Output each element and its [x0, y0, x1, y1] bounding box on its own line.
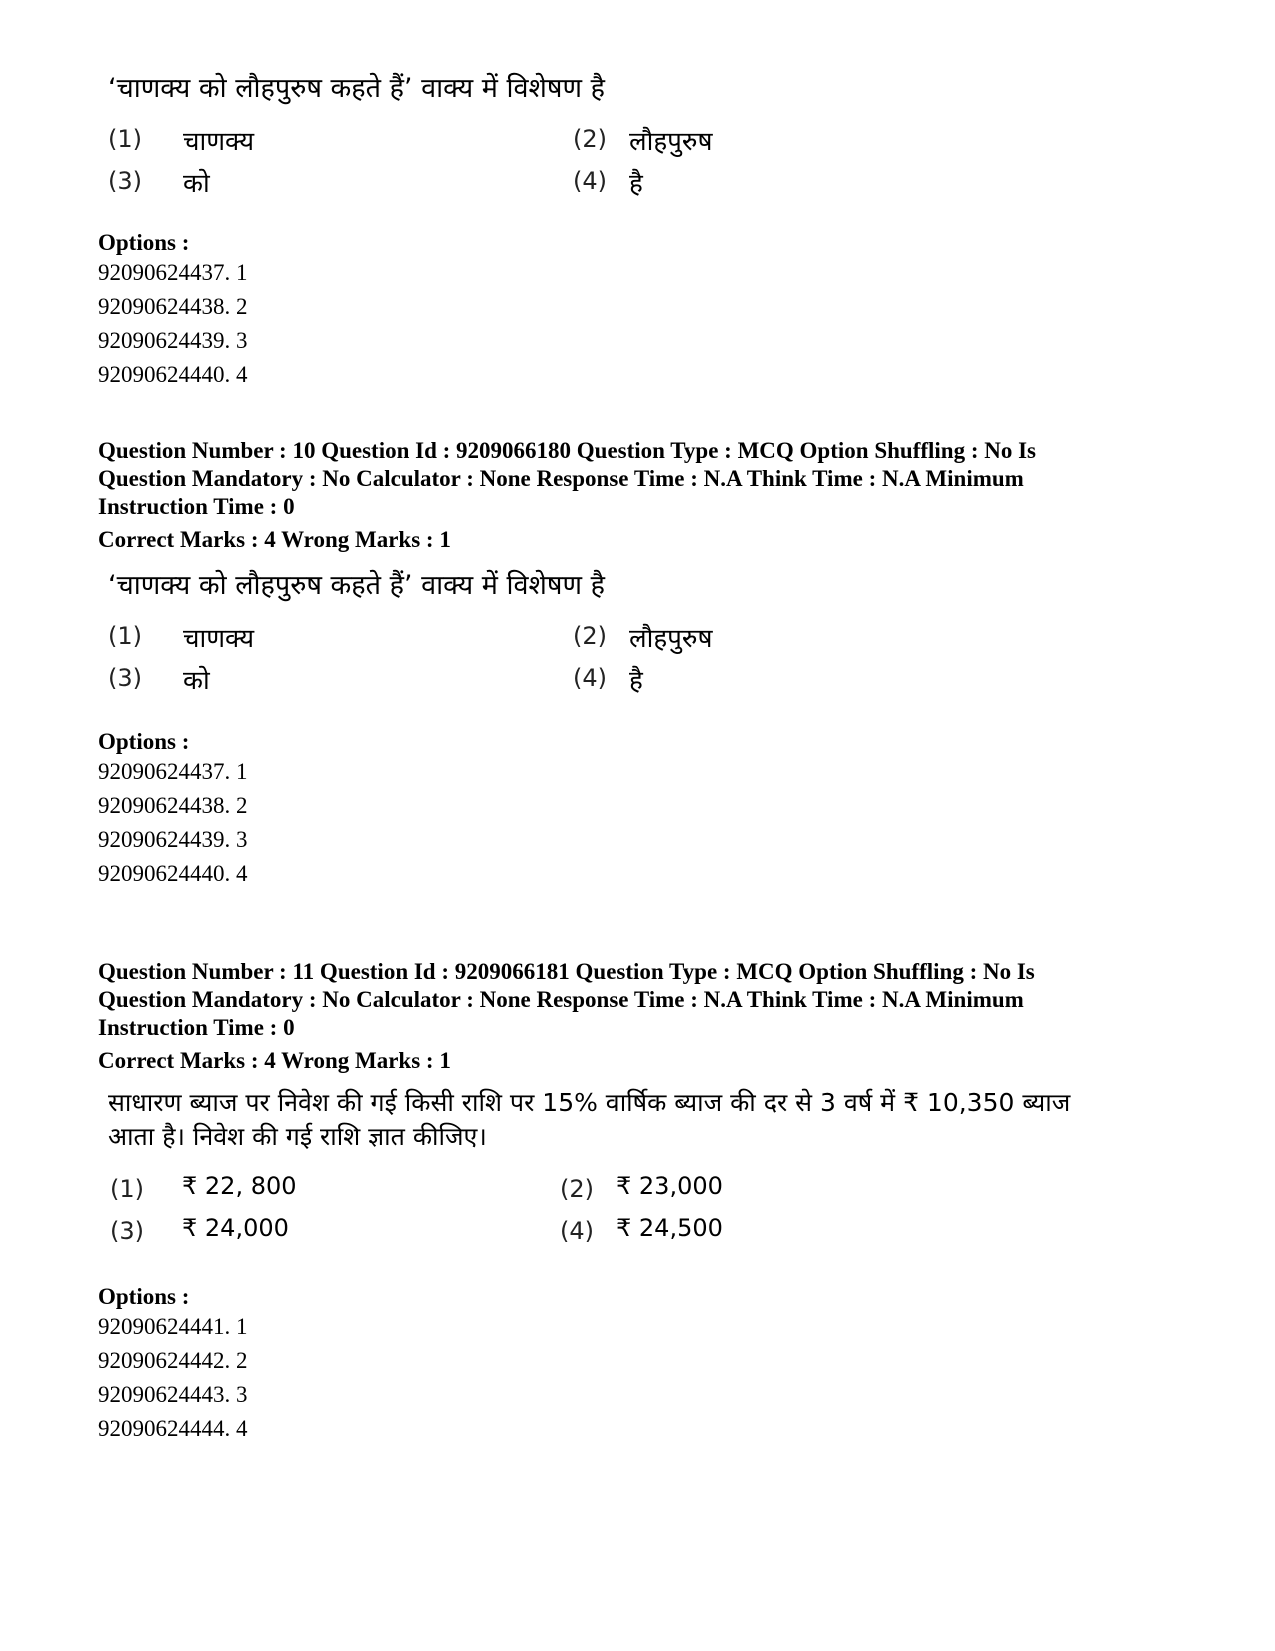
option-item: 92090624438. 2	[98, 793, 248, 818]
question-block-10	[98, 437, 1178, 886]
options-label: Options :	[98, 230, 190, 255]
option-item: 92090624437. 1	[98, 260, 248, 285]
question-stem: ‘चाणक्य को लौहपुरुष कहते हैं’ वाक्य में विशेषण है	[108, 73, 605, 104]
question-stem-image: साधारण ब्याज पर निवेश की गई किसी राशि पर 15% वार्षिक ब्याज की दर से 3 वर्ष में ₹ 10,350 ब्याज आता है। निवेश की गई राशि ज्ञात कीजिए। (1) ₹ 22, 800 (2) ₹ 23,000 (3) ₹ 24,000 (4) ₹ 24,500	[98, 1086, 1178, 1256]
question-marks: Correct Marks : 4 Wrong Marks : 1	[98, 527, 451, 552]
question-block-11	[98, 958, 1178, 1441]
options-list	[98, 1310, 248, 1446]
question-block-9	[98, 68, 1178, 387]
option-item: 92090624437. 1	[98, 759, 248, 784]
question-stem-image: ‘चाणक्य को लौहपुरुष कहते हैं’ वाक्य में विशेषण है (1) चाणक्य (2) लौहपुरुष (3) को (4) है	[98, 565, 1178, 705]
options-list	[98, 256, 248, 392]
question-stem: ‘चाणक्य को लौहपुरुष कहते हैं’ वाक्य में विशेषण है	[108, 570, 605, 601]
option-item: 92090624444. 4	[98, 1416, 248, 1441]
option-item: 92090624442. 2	[98, 1348, 248, 1373]
question-meta: Question Number : 11 Question Id : 9209066181 Question Type : MCQ Option Shuffling : No Is Question Mandatory : No Calculator : None Response Time : N.A Think Time : N.A Minimum Instruction Time : 0	[98, 959, 1035, 1040]
option-item: 92090624438. 2	[98, 294, 248, 319]
question-marks: Correct Marks : 4 Wrong Marks : 1	[98, 1048, 451, 1073]
option-item: 92090624439. 3	[98, 827, 248, 852]
question-stem-image: ‘चाणक्य को लौहपुरुष कहते हैं’ वाक्य में विशेषण है (1) चाणक्य (2) लौहपुरुष (3) को (4) है	[98, 68, 1178, 208]
option-item: 92090624441. 1	[98, 1314, 248, 1339]
option-item: 92090624443. 3	[98, 1382, 248, 1407]
option-item: 92090624439. 3	[98, 328, 248, 353]
options-list	[98, 755, 248, 891]
options-label: Options :	[98, 1284, 190, 1309]
option-item: 92090624440. 4	[98, 861, 248, 886]
options-label: Options :	[98, 729, 190, 754]
option-item: 92090624440. 4	[98, 362, 248, 387]
question-meta: Question Number : 10 Question Id : 9209066180 Question Type : MCQ Option Shuffling : No Is Question Mandatory : No Calculator : None Response Time : N.A Think Time : N.A Minimum Instruction Time : 0	[98, 438, 1037, 519]
question-stem: साधारण ब्याज पर निवेश की गई किसी राशि पर 15% वार्षिक ब्याज की दर से 3 वर्ष में ₹ 10,350 ब्याज आता है। निवेश की गई राशि ज्ञात कीजिए।	[108, 1088, 1071, 1151]
